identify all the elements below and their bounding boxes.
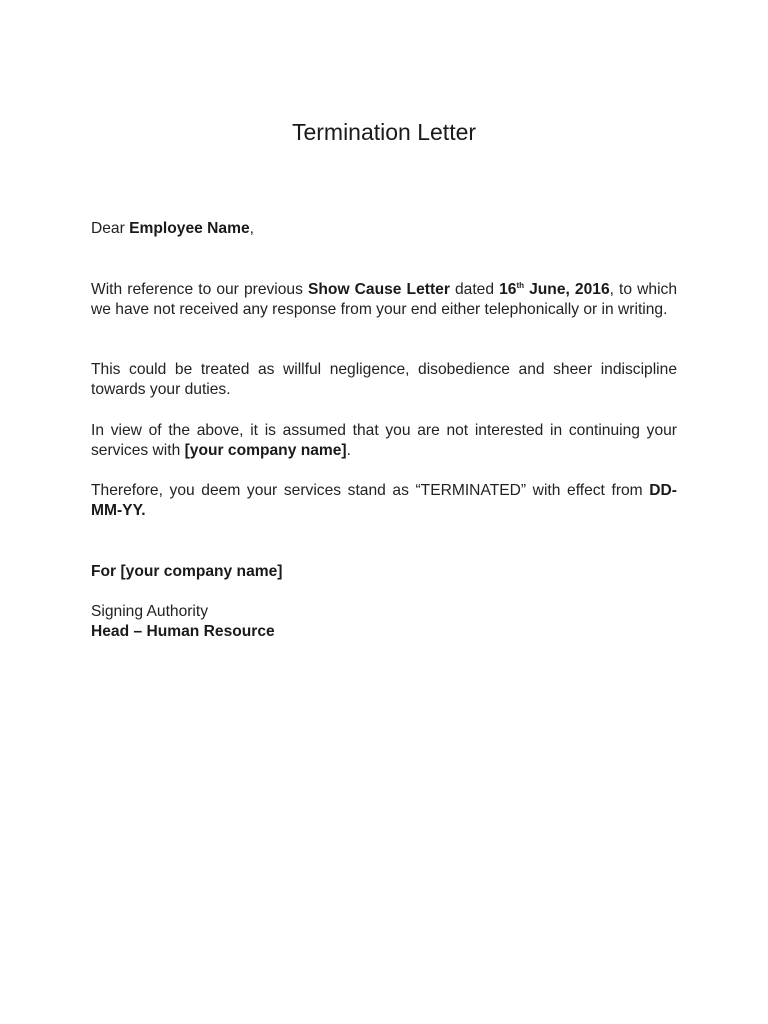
salutation-suffix: , [249,220,254,237]
paragraph-termination [91,481,677,521]
show-cause-letter: Show Cause Letter [308,281,450,298]
paragraph-reference [91,280,677,320]
paragraph-text: . [346,442,351,459]
company-name-placeholder: [your company name] [184,442,347,459]
effective-date: DD-MM-YY. [91,482,677,519]
paragraph-text: In view of the above, it is assumed that you are not interested in continuing your services with [91,422,677,459]
paragraph-text: dated [449,281,500,298]
salutation [91,219,677,239]
signing-authority: Signing Authority [91,603,209,620]
employee-name: Employee Name [129,220,250,237]
date-suffix: th [516,281,525,290]
paragraph-text: This could be treated as willful negligence, disobedience and sheer indiscipline towards your duties. [91,361,677,398]
date-rest: June, 2016 [524,281,610,298]
salutation-prefix: Dear [91,220,130,237]
signature-block [91,602,677,642]
paragraph-text: With reference to our previous [91,281,308,298]
letter-title: Termination Letter [291,119,477,145]
paragraph-text: , to which we have not received any response from your end either telephonically or in writing. [91,281,678,318]
letter-date [499,281,610,298]
paragraph-negligence [91,360,677,400]
department-head: Head – Human Resource [91,623,275,640]
paragraph-assumption [91,421,677,461]
closing-company-line: For [your company name] [91,563,283,580]
paragraph-text: Therefore, you deem your services stand as “TERMINATED” with effect from [91,482,650,499]
closing-company [91,562,677,582]
date-day: 16 [499,281,517,298]
